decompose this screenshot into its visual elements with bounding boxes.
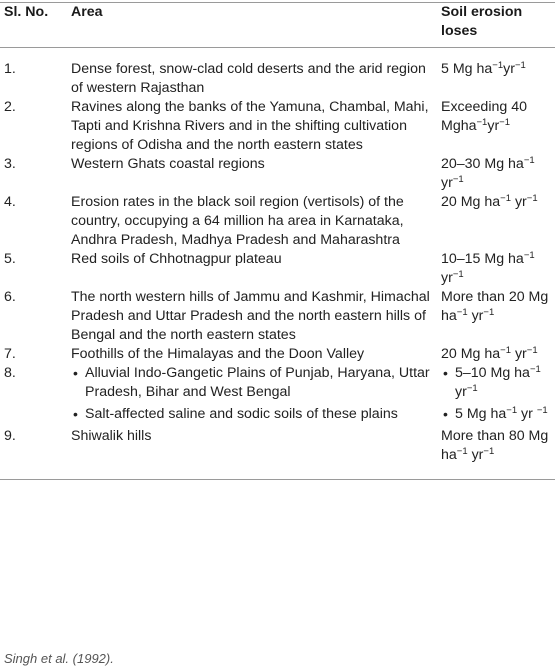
row-loss (435, 364, 555, 427)
table-header-row (0, 3, 555, 48)
list-item: • 5 Mg $ha^{-1}$ yr $^{-1}$ (443, 405, 548, 422)
header-sl-no: Sl. No. (0, 3, 65, 48)
table-row (0, 48, 555, 99)
table-row (0, 193, 555, 250)
list-item: • 5–10 Mg $ha^{-1}$ $yr^{-1}$ (443, 364, 541, 400)
row-area: Ravines along the banks of the Yamuna, Chambal, Mahi, Tapti and Krishna Rivers and in the shifting cultivation regions of Odisha and the north eastern states (71, 99, 429, 153)
row-number: 6. (4, 289, 16, 305)
row-number: 8. (4, 365, 16, 381)
row-area: Erosion rates in the black soil region (vertisols) of the country, occupying a 64 million ha area in Karnataka, Andhra Pradesh, Madhya Pradesh and Maharashtra (71, 194, 404, 248)
row-number: 1. (4, 61, 16, 77)
row-loss: Exceeding 40 $Mgha^{-1}yr^{-1}$ (441, 99, 527, 134)
row-area: Dense forest, snow-clad cold deserts and the arid region of western Rajasthan (71, 61, 426, 96)
table-row (0, 155, 555, 193)
row-number: 5. (4, 251, 16, 267)
table-row (0, 288, 555, 345)
header-soil-erosion: Soil erosion loses (435, 3, 555, 48)
row-area: The north western hills of Jammu and Kashmir, Himachal Pradesh and Uttar Pradesh and the north eastern hills of Bengal and the north eastern states (71, 289, 430, 343)
row-number: 7. (4, 346, 16, 362)
bullet-icon: • (443, 406, 448, 422)
row-loss: 10–15 Mg $ha^{-1}$ $yr^{-1}$ (441, 250, 535, 286)
row-number: 3. (4, 156, 16, 172)
area-bullet-list (71, 364, 435, 424)
table-row (0, 427, 555, 480)
bullet-icon: • (73, 406, 78, 422)
row-loss: 20 Mg $ha^{-1}$ $yr^{-1}$ (441, 345, 538, 362)
table-row (0, 98, 555, 155)
row-loss: 20 Mg $ha^{-1}$ $yr^{-1}$ (441, 193, 538, 210)
list-item: • Salt-affected saline and sodic soils of these plains (73, 406, 398, 422)
row-area: Western Ghats coastal regions (71, 156, 265, 172)
row-area (65, 364, 435, 427)
row-area: Foothills of the Himalayas and the Doon Valley (71, 346, 365, 362)
row-area: Shiwalik hills (65, 427, 435, 480)
soil-erosion-table (0, 2, 555, 480)
row-number: 9. (0, 427, 65, 480)
row-area: Red soils of Chhotnagpur plateau (71, 251, 282, 267)
row-number: 4. (4, 194, 16, 210)
row-loss: 5 Mg $ha^{-1}yr^{-1}$ (441, 60, 526, 77)
table-row (0, 364, 555, 427)
row-loss: 20–30 Mg $ha^{-1}$ $yr^{-1}$ (441, 155, 535, 191)
bullet-icon: • (443, 365, 448, 381)
row-loss: More than 20 Mg $ha^{-1}$ $yr^{-1}$ (441, 289, 549, 324)
list-item: • Alluvial Indo-Gangetic Plains of Punjab, Haryana, Uttar Pradesh, Bihar and West Bengal (73, 365, 430, 400)
header-area: Area (65, 3, 435, 48)
row-number: 2. (4, 99, 16, 115)
table-row (0, 345, 555, 364)
bullet-icon: • (73, 365, 78, 381)
loss-bullet-list (441, 364, 555, 424)
table-source-citation: Singh et al. (1992). (4, 651, 114, 666)
table-row (0, 250, 555, 288)
row-loss: More than 80 Mg $ha^{-1}$ $yr^{-1}$ (435, 427, 555, 480)
